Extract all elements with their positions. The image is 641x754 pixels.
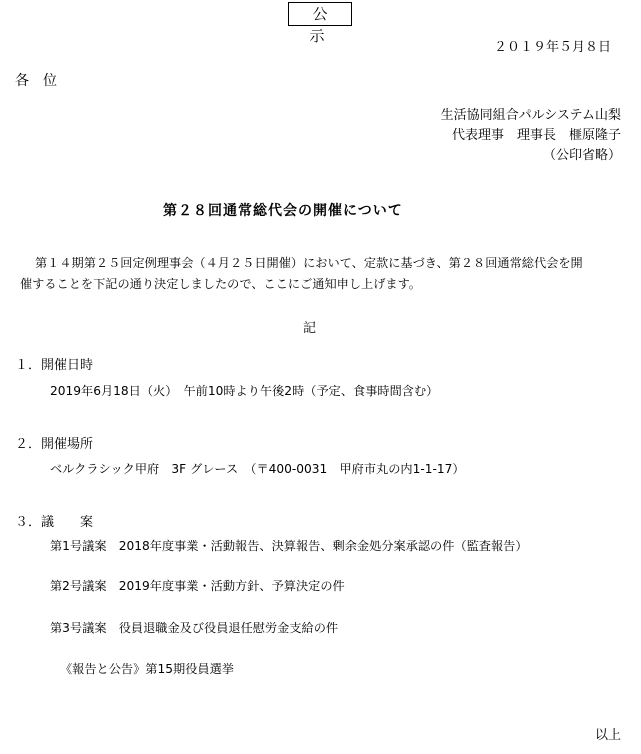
- addressee: 各 位: [15, 73, 57, 89]
- body-line-2: 催することを下記の通り決定しましたので、ここにご通知申し上げます。: [20, 277, 421, 291]
- sender-representative: 代表理事 理事長 榧原隆子: [451, 128, 621, 143]
- document-title: 第２８回通常総代会の開催について: [163, 203, 403, 219]
- closing-remark: 以上: [594, 728, 621, 743]
- ki-label: 記: [303, 321, 317, 336]
- seal-note: （公印省略）: [542, 148, 621, 163]
- agenda-item-3: 第3号議案 役員退職金及び役員退任慰労金支給の件: [50, 621, 339, 635]
- agenda-item-1: 第1号議案 2018年度事業・活動報告、決算報告、剰余金処分案承認の件（監査報告）: [50, 539, 528, 553]
- item-datetime-line: 2019年6月18日（火） 午前10時より午後2時（予定、食事時間含む）: [50, 384, 439, 398]
- body-line-1: 第１４期第２５回定例理事会（４月２５日開催）において、定款に基づき、第２８回通常総代会を開: [35, 256, 583, 270]
- agenda-item-2: 第2号議案 2019年度事業・活動方針、予算決定の件: [50, 579, 345, 593]
- item-heading-venue: ２．開催場所: [15, 437, 94, 452]
- issue-date: ２０１９年５月８日: [493, 40, 611, 55]
- item-venue-line: ベルクラシック甲府 3F グレース （〒400-0031 甲府市丸の内1-1-17）: [50, 462, 465, 476]
- item-heading-datetime: １．開催日時: [15, 358, 94, 373]
- item-heading-agenda: ３．議 案: [15, 515, 94, 530]
- report-notice-item: 《報告と公告》第15期役員選挙: [60, 662, 234, 676]
- sender-organization: 生活協同組合パルシステム山梨: [440, 108, 621, 123]
- notice-label: 公 示: [288, 2, 352, 26]
